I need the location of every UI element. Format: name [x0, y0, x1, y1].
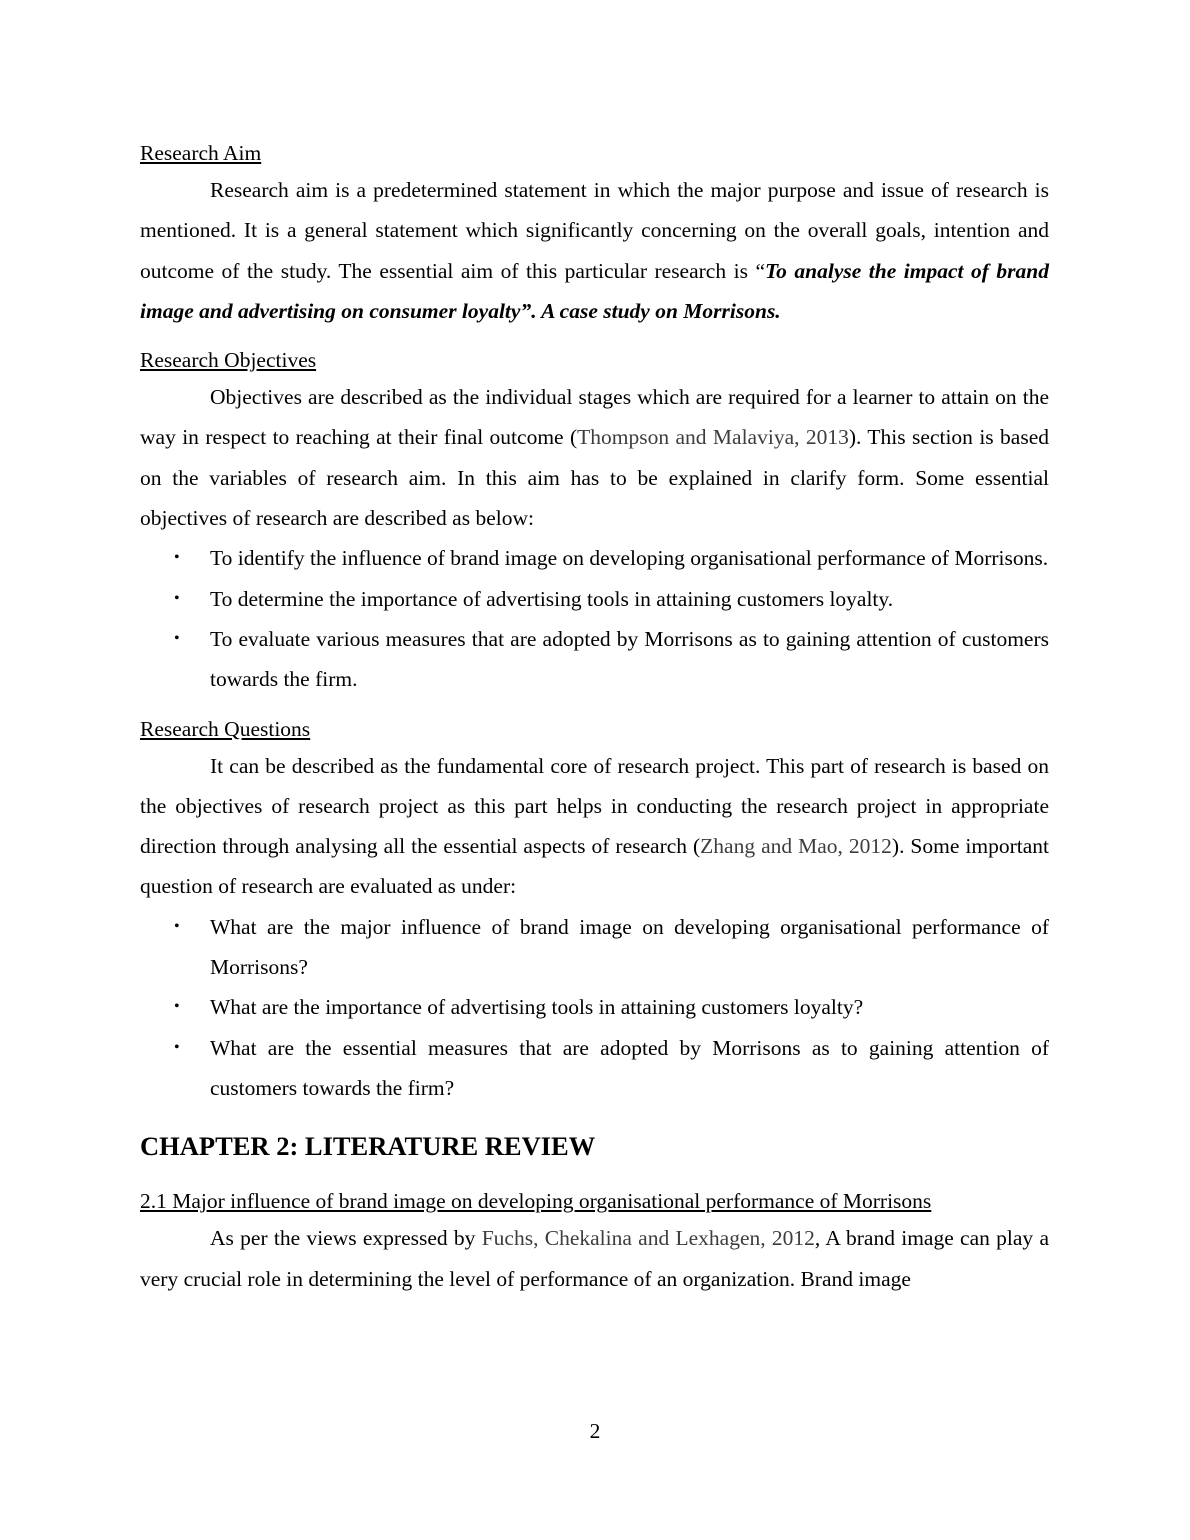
literature-text-1: As per the views expressed by: [210, 1226, 482, 1251]
research-aim-text: Research aim is a predetermined statement in which the major purpose and issue of research is mentioned. It is a general statement which significantly concerning on the overall goals, intention and outcome of the study. The essential aim of this particular research is “: [140, 178, 1049, 283]
list-item-text: To determine the importance of advertising tools in attaining customers loyalty.: [210, 586, 894, 611]
bullet-icon: •: [174, 589, 180, 607]
literature-paragraph: [140, 1218, 1049, 1299]
research-objectives-heading: Research Objectives: [140, 348, 317, 373]
research-aim-heading: Research Aim: [140, 141, 262, 165]
citation-thompson: Thompson and Malaviya, 2013: [577, 425, 849, 450]
bullet-icon: •: [174, 998, 180, 1016]
list-item-text: To evaluate various measures that are adopted by Morrisons as to gaining attention of customers towards the firm.: [210, 626, 1049, 692]
list-item-text: What are the essential measures that are adopted by Morrisons as to gaining attention of customers towards the firm?: [210, 1035, 1049, 1100]
citation-zhang: Zhang and Mao, 2012: [700, 834, 892, 859]
list-item: [140, 987, 1049, 1027]
page-number: 2: [589, 1419, 601, 1443]
research-questions-text-2: ). Some important question of research are evaluated as under:: [140, 834, 1049, 899]
bullet-icon: •: [174, 1038, 180, 1056]
list-item: [140, 907, 1049, 988]
list-item: [140, 538, 1049, 578]
bullet-icon: •: [174, 629, 180, 647]
bullet-icon: •: [174, 917, 180, 935]
section-heading: 2.1 Major influence of brand image on developing organisational performance of Morrisons: [140, 1189, 932, 1214]
list-item: [140, 579, 1049, 619]
research-questions-paragraph: [140, 746, 1049, 907]
questions-list: [140, 907, 1049, 1108]
research-objectives-text-2: ). This section is based on the variables of research aim. In this aim has to be explained in clarify form. Some essential objectives of research are described as below:: [140, 425, 1049, 531]
chapter-title: CHAPTER 2: LITERATURE REVIEW: [140, 1131, 596, 1162]
list-item-text: What are the importance of advertising tools in attaining customers loyalty?: [210, 995, 864, 1020]
research-objectives-text-1: Objectives are described as the individual stages which are required for a learner to attain on the way in respect to reaching at their final outcome (: [140, 385, 1049, 450]
research-questions-text-1: It can be described as the fundamental core of research project. This part of research is based on the objectives of research project as this part helps in conducting the research project in appropriate direction through analysing all the essential aspects of research (: [140, 753, 1049, 859]
objectives-list: [140, 538, 1049, 699]
list-item: [140, 619, 1049, 700]
list-item-text: To identify the influence of brand image on developing organisational performance of Morrisons.: [210, 546, 1049, 571]
document-page: [140, 136, 1049, 1299]
research-aim-paragraph: [140, 170, 1049, 331]
research-objectives-paragraph: [140, 377, 1049, 538]
research-questions-heading: Research Questions: [140, 716, 311, 741]
citation-fuchs: Fuchs, Chekalina and Lexhagen, 2012: [481, 1226, 815, 1251]
list-item: [140, 1028, 1049, 1109]
list-item-text: What are the major influence of brand image on developing organisational performance of Morrisons?: [210, 914, 1049, 980]
literature-text-2: , A brand image can play a very crucial role in determining the level of performance of an organization. Brand image: [140, 1226, 1049, 1291]
research-aim-statement: To analyse the impact of brand image and advertising on consumer loyalty”. A case study on Morrisons.: [140, 258, 1049, 323]
bullet-icon: •: [174, 549, 180, 567]
